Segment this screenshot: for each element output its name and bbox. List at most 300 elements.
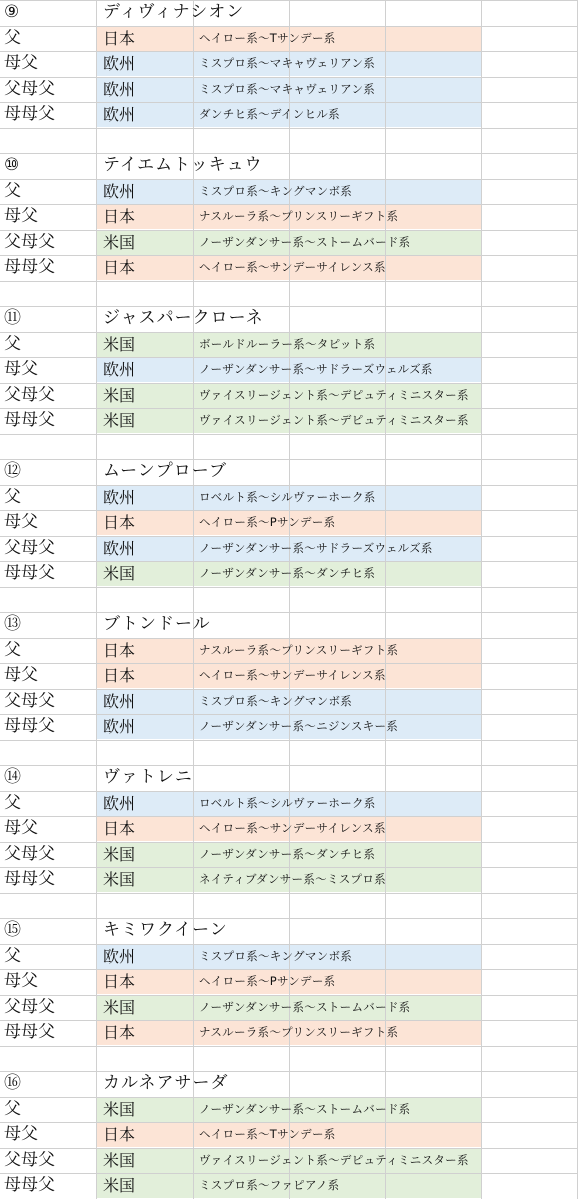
- cell-border: [193, 179, 194, 205]
- pedigree-role[interactable]: 父母父: [4, 690, 55, 711]
- section-header-row: [0, 0, 578, 26]
- cell-border: [481, 1173, 482, 1199]
- blank-row: [0, 434, 578, 460]
- cell-border: [385, 434, 386, 460]
- horse-name[interactable]: テイエムトッキュウ: [103, 155, 263, 175]
- cell-border: [96, 51, 97, 77]
- region-cell[interactable]: 欧州: [103, 181, 136, 201]
- cell-border: [481, 1071, 482, 1097]
- bloodline-cell[interactable]: ナスルーラ系〜プリンスリーギフト系: [199, 209, 399, 223]
- region-cell[interactable]: 米国: [103, 997, 136, 1017]
- cell-border: [96, 1071, 97, 1097]
- cell-border: [193, 969, 194, 995]
- cell-border: [193, 204, 194, 230]
- cell-border: [193, 102, 194, 128]
- row-border: [0, 281, 578, 282]
- region-cell[interactable]: 欧州: [103, 538, 136, 558]
- cell-border: [385, 281, 386, 307]
- cell-border: [96, 434, 97, 460]
- cell-border: [96, 510, 97, 536]
- cell-border: [193, 791, 194, 817]
- cell-border: [193, 255, 194, 281]
- section-header-row: [0, 306, 578, 332]
- cell-border: [289, 1046, 290, 1072]
- cell-border: [193, 434, 194, 460]
- region-cell[interactable]: 米国: [103, 385, 136, 405]
- cell-border: [193, 816, 194, 842]
- region-cell[interactable]: 日本: [103, 258, 136, 277]
- cell-border: [385, 791, 386, 817]
- cell-border: [481, 689, 482, 715]
- cell-border: [96, 765, 97, 791]
- cell-border: [385, 1173, 386, 1199]
- cell-border: [193, 765, 194, 791]
- horse-number[interactable]: ⑩: [4, 155, 20, 175]
- pedigree-role[interactable]: 母母父: [4, 716, 55, 736]
- cell-border: [96, 714, 97, 740]
- cell-border: [481, 918, 482, 944]
- cell-border: [481, 408, 482, 434]
- bloodline-cell[interactable]: ヴァイスリージェント系〜デピュティミニスター系: [199, 1152, 469, 1167]
- cell-border: [96, 536, 97, 562]
- region-cell[interactable]: 米国: [103, 334, 136, 354]
- pedigree-role[interactable]: 父: [4, 486, 21, 507]
- cell-border: [385, 332, 386, 358]
- region-cell[interactable]: 欧州: [103, 717, 136, 736]
- cell-border: [96, 357, 97, 383]
- cell-border: [481, 1148, 482, 1174]
- horse-number[interactable]: ⑪: [4, 308, 21, 328]
- cell-border: [385, 128, 386, 154]
- cell-border: [385, 1122, 386, 1148]
- cell-border: [481, 1122, 482, 1148]
- section-header-row: [0, 612, 578, 638]
- pedigree-role[interactable]: 父: [4, 792, 21, 813]
- region-cell[interactable]: 欧州: [103, 54, 136, 73]
- cell-border: [96, 281, 97, 307]
- cell-border: [481, 714, 482, 740]
- pedigree-row: [0, 1020, 578, 1046]
- bloodline-cell[interactable]: ネイティブダンサー系〜ミスプロ系: [199, 872, 386, 886]
- pedigree-role[interactable]: 母母父: [4, 1175, 55, 1195]
- pedigree-role[interactable]: 父母父: [4, 537, 55, 558]
- pedigree-role[interactable]: 母父: [4, 818, 38, 838]
- cell-border: [193, 1173, 194, 1199]
- region-cell[interactable]: 欧州: [103, 691, 136, 711]
- cell-border: [481, 255, 482, 281]
- pedigree-row: [0, 969, 578, 995]
- cell-border: [385, 485, 386, 511]
- region-cell[interactable]: 米国: [103, 564, 136, 583]
- cell-border: [96, 383, 97, 409]
- cell-border: [193, 485, 194, 511]
- pedigree-role[interactable]: 母母父: [4, 257, 55, 277]
- section-header-row: [0, 459, 578, 485]
- cell-border: [193, 638, 194, 664]
- horse-number[interactable]: ⑫: [4, 461, 21, 481]
- bloodline-cell[interactable]: ノーザンダンサー系〜ニジンスキー系: [199, 719, 399, 733]
- bloodline-cell[interactable]: ノーザンダンサー系〜ダンチヒ系: [199, 566, 376, 580]
- cell-border: [96, 0, 97, 26]
- blank-row: [0, 128, 578, 154]
- cell-border: [289, 765, 290, 791]
- cell-border: [96, 842, 97, 868]
- cell-border: [385, 893, 386, 919]
- region-cell[interactable]: 欧州: [103, 105, 136, 124]
- cell-border: [481, 791, 482, 817]
- bloodline-cell[interactable]: ミスプロ系〜キングマンボ系: [199, 183, 353, 198]
- cell-border: [481, 0, 482, 26]
- pedigree-role[interactable]: 母父: [4, 206, 38, 226]
- cell-border: [481, 867, 482, 893]
- cell-border: [289, 0, 290, 26]
- bloodline-cell[interactable]: ミスプロ系〜マキャヴェリアン系: [199, 56, 376, 70]
- cell-border: [289, 740, 290, 766]
- region-cell[interactable]: 日本: [103, 640, 136, 660]
- cell-border: [96, 26, 97, 52]
- pedigree-role[interactable]: 母父: [4, 665, 38, 685]
- cell-border: [481, 281, 482, 307]
- cell-border: [481, 357, 482, 383]
- cell-border: [385, 765, 386, 791]
- pedigree-role[interactable]: 母母父: [4, 869, 55, 889]
- pedigree-role[interactable]: 父: [4, 1098, 21, 1119]
- cell-border: [96, 689, 97, 715]
- pedigree-role[interactable]: 母父: [4, 1124, 38, 1144]
- bloodline-cell[interactable]: ノーザンダンサー系〜ストームバード系: [199, 1101, 411, 1116]
- cell-border: [481, 510, 482, 536]
- bloodline-cell[interactable]: ノーザンダンサー系〜サドラーズウェルズ系: [199, 540, 433, 555]
- cell-border: [193, 561, 194, 587]
- bloodline-cell[interactable]: ヘイロー系〜Tサンデー系: [199, 1127, 336, 1141]
- region-cell[interactable]: 日本: [103, 207, 136, 226]
- cell-border: [96, 459, 97, 485]
- cell-border: [96, 663, 97, 689]
- cell-border: [289, 459, 290, 485]
- cell-border: [481, 842, 482, 868]
- cell-border: [289, 587, 290, 613]
- pedigree-role[interactable]: 母父: [4, 359, 38, 379]
- section-header-row: [0, 1071, 578, 1097]
- pedigree-row: [0, 204, 578, 230]
- pedigree-role[interactable]: 父母父: [4, 843, 55, 864]
- bloodline-cell[interactable]: ノーザンダンサー系〜ダンチヒ系: [199, 846, 376, 861]
- cell-border: [289, 128, 290, 154]
- bloodline-cell[interactable]: ノーザンダンサー系〜サドラーズウェルズ系: [199, 362, 433, 376]
- region-cell[interactable]: 日本: [103, 972, 136, 991]
- bloodline-cell[interactable]: ヘイロー系〜Pサンデー系: [199, 974, 336, 988]
- bloodline-cell[interactable]: ボールドルーラー系〜タピット系: [199, 336, 376, 351]
- pedigree-row: [0, 255, 578, 281]
- cell-border: [96, 128, 97, 154]
- cell-border: [481, 612, 482, 638]
- cell-border: [96, 893, 97, 919]
- bloodline-cell[interactable]: ヘイロー系〜サンデーサイレンス系: [199, 821, 386, 835]
- section-header-row: [0, 918, 578, 944]
- pedigree-role[interactable]: 母父: [4, 53, 38, 73]
- blank-row: [0, 587, 578, 613]
- region-cell[interactable]: 欧州: [103, 946, 136, 966]
- pedigree-row: [0, 714, 578, 740]
- cell-border: [96, 867, 97, 893]
- pedigree-role[interactable]: 母母父: [4, 1022, 55, 1042]
- blank-row: [0, 893, 578, 919]
- cell-border: [385, 612, 386, 638]
- cell-border: [96, 230, 97, 256]
- pedigree-row: [0, 1148, 578, 1174]
- cell-border: [481, 51, 482, 77]
- pedigree-role[interactable]: 父: [4, 27, 21, 48]
- pedigree-row: [0, 408, 578, 434]
- bloodline-cell[interactable]: ミスプロ系〜ファピアノ系: [199, 1178, 340, 1192]
- bloodline-cell[interactable]: ロベルト系〜シルヴァーホーク系: [199, 489, 376, 504]
- cell-border: [96, 587, 97, 613]
- cell-border: [96, 638, 97, 664]
- region-cell[interactable]: 日本: [103, 513, 136, 532]
- cell-border: [193, 587, 194, 613]
- cell-border: [193, 128, 194, 154]
- cell-border: [481, 561, 482, 587]
- cell-border: [96, 612, 97, 638]
- cell-border: [385, 1046, 386, 1072]
- bloodline-cell[interactable]: ヴァイスリージェント系〜デピュティミニスター系: [199, 413, 469, 427]
- pedigree-role[interactable]: 母母父: [4, 104, 55, 124]
- cell-border: [481, 434, 482, 460]
- cell-border: [385, 1071, 386, 1097]
- cell-border: [385, 0, 386, 26]
- pedigree-role[interactable]: 父母父: [4, 384, 55, 405]
- cell-border: [289, 612, 290, 638]
- cell-border: [481, 1046, 482, 1072]
- cell-border: [385, 510, 386, 536]
- cell-border: [193, 332, 194, 358]
- pedigree-role[interactable]: 母父: [4, 512, 38, 532]
- region-cell[interactable]: 日本: [103, 666, 136, 685]
- bloodline-cell[interactable]: ミスプロ系〜マキャヴェリアン系: [199, 81, 376, 96]
- horse-name[interactable]: ヴァトレニ: [103, 767, 193, 787]
- bloodline-cell[interactable]: ミスプロ系〜キングマンボ系: [199, 693, 353, 708]
- pedigree-role[interactable]: 母母父: [4, 410, 55, 430]
- cell-border: [385, 969, 386, 995]
- cell-border: [385, 102, 386, 128]
- cell-border: [481, 740, 482, 766]
- cell-border: [96, 306, 97, 332]
- horse-name[interactable]: ディヴィナシオン: [103, 2, 245, 22]
- bloodline-cell[interactable]: ヴァイスリージェント系〜デピュティミニスター系: [199, 387, 469, 402]
- pedigree-role[interactable]: 父母父: [4, 78, 55, 99]
- blank-row: [0, 281, 578, 307]
- horse-number[interactable]: ⑬: [4, 614, 21, 634]
- pedigree-row: [0, 510, 578, 536]
- cell-border: [193, 536, 194, 562]
- cell-border: [481, 638, 482, 664]
- cell-border: [481, 332, 482, 358]
- cell-border: [96, 485, 97, 511]
- horse-number[interactable]: ⑯: [4, 1073, 21, 1093]
- region-cell[interactable]: 欧州: [103, 360, 136, 379]
- cell-border: [481, 306, 482, 332]
- bloodline-cell[interactable]: ノーザンダンサー系〜ストームバード系: [199, 999, 411, 1014]
- section-header-row: [0, 765, 578, 791]
- cell-border: [96, 1046, 97, 1072]
- cell-border: [289, 281, 290, 307]
- pedigree-role[interactable]: 父: [4, 945, 21, 966]
- pedigree-row: [0, 561, 578, 587]
- cell-border: [96, 969, 97, 995]
- region-cell[interactable]: 米国: [103, 411, 136, 430]
- region-cell[interactable]: 日本: [103, 1125, 136, 1144]
- bloodline-cell[interactable]: ヘイロー系〜Tサンデー系: [199, 30, 336, 45]
- cell-border: [96, 1173, 97, 1199]
- cell-border: [385, 842, 386, 868]
- row-border: [0, 128, 578, 129]
- bloodline-cell[interactable]: ナスルーラ系〜プリンスリーギフト系: [199, 1025, 399, 1039]
- cell-border: [193, 689, 194, 715]
- horse-name[interactable]: ジャスパークローネ: [103, 308, 264, 328]
- cell-border: [481, 536, 482, 562]
- region-cell[interactable]: 欧州: [103, 79, 136, 99]
- cell-border: [193, 1148, 194, 1174]
- pedigree-role[interactable]: 父: [4, 333, 21, 354]
- blank-row: [0, 1046, 578, 1072]
- bloodline-cell[interactable]: ヘイロー系〜サンデーサイレンス系: [199, 668, 386, 682]
- cell-border: [193, 1020, 194, 1046]
- cell-border: [385, 561, 386, 587]
- cell-border: [96, 561, 97, 587]
- cell-border: [385, 306, 386, 332]
- pedigree-role[interactable]: 母父: [4, 971, 38, 991]
- cell-border: [481, 77, 482, 103]
- cell-border: [193, 663, 194, 689]
- cell-border: [481, 995, 482, 1021]
- bloodline-cell[interactable]: ヘイロー系〜Pサンデー系: [199, 515, 336, 529]
- cell-border: [385, 587, 386, 613]
- cell-border: [193, 510, 194, 536]
- horse-name[interactable]: ブトンドール: [103, 614, 211, 634]
- pedigree-row: [0, 1122, 578, 1148]
- pedigree-role[interactable]: 父母父: [4, 1149, 55, 1170]
- cell-border: [193, 714, 194, 740]
- bloodline-cell[interactable]: ミスプロ系〜キングマンボ系: [199, 948, 353, 963]
- region-cell[interactable]: 欧州: [103, 487, 136, 507]
- pedigree-row: [0, 179, 578, 205]
- cell-border: [385, 26, 386, 52]
- cell-border: [193, 1097, 194, 1123]
- cell-border: [289, 893, 290, 919]
- horse-number[interactable]: ⑮: [4, 920, 21, 940]
- pedigree-role[interactable]: 父: [4, 639, 21, 660]
- region-cell[interactable]: 日本: [103, 819, 136, 838]
- bloodline-cell[interactable]: ダンチヒ系〜デインヒル系: [199, 107, 340, 121]
- region-cell[interactable]: 米国: [103, 232, 136, 252]
- pedigree-row: [0, 485, 578, 511]
- cell-border: [481, 102, 482, 128]
- pedigree-row: [0, 638, 578, 664]
- cell-border: [96, 1020, 97, 1046]
- cell-border: [385, 740, 386, 766]
- cell-border: [96, 918, 97, 944]
- cell-border: [385, 77, 386, 103]
- region-cell[interactable]: 欧州: [103, 793, 136, 813]
- section-header-row: [0, 153, 578, 179]
- pedigree-row: [0, 1097, 578, 1123]
- cell-border: [385, 153, 386, 179]
- cell-border: [385, 51, 386, 77]
- region-cell[interactable]: 日本: [103, 28, 136, 48]
- row-border: [0, 740, 578, 741]
- pedigree-role[interactable]: 母母父: [4, 563, 55, 583]
- horse-number[interactable]: ⑨: [4, 2, 20, 22]
- region-cell[interactable]: 日本: [103, 1023, 136, 1042]
- cell-border: [193, 357, 194, 383]
- pedigree-row: [0, 77, 578, 103]
- cell-border: [193, 408, 194, 434]
- region-cell[interactable]: 米国: [103, 844, 136, 864]
- cell-border: [481, 1097, 482, 1123]
- region-cell[interactable]: 米国: [103, 1176, 136, 1195]
- cell-border: [193, 1046, 194, 1072]
- cell-border: [481, 485, 482, 511]
- region-cell[interactable]: 米国: [103, 1099, 136, 1119]
- pedigree-row: [0, 26, 578, 52]
- cell-border: [96, 179, 97, 205]
- cell-border: [481, 816, 482, 842]
- horse-number[interactable]: ⑭: [4, 767, 21, 787]
- row-border: [0, 1046, 578, 1047]
- cell-border: [481, 153, 482, 179]
- pedigree-row: [0, 842, 578, 868]
- region-cell[interactable]: 米国: [103, 1150, 136, 1170]
- bloodline-cell[interactable]: ヘイロー系〜サンデーサイレンス系: [199, 260, 386, 274]
- pedigree-row: [0, 995, 578, 1021]
- cell-border: [193, 842, 194, 868]
- cell-border: [193, 867, 194, 893]
- region-cell[interactable]: 米国: [103, 870, 136, 889]
- bloodline-cell[interactable]: ノーザンダンサー系〜ストームバード系: [199, 234, 411, 249]
- pedigree-role[interactable]: 父母父: [4, 996, 55, 1017]
- cell-border: [481, 204, 482, 230]
- cell-border: [481, 663, 482, 689]
- pedigree-role[interactable]: 父母父: [4, 231, 55, 252]
- cell-border: [481, 128, 482, 154]
- cell-border: [96, 1122, 97, 1148]
- pedigree-row: [0, 663, 578, 689]
- pedigree-role[interactable]: 父: [4, 180, 21, 201]
- horse-name[interactable]: ムーンプローブ: [103, 461, 227, 481]
- cell-border: [96, 995, 97, 1021]
- horse-name[interactable]: カルネアサーダ: [103, 1073, 229, 1093]
- cell-border: [193, 995, 194, 1021]
- cell-border: [96, 1148, 97, 1174]
- pedigree-row: [0, 51, 578, 77]
- bloodline-cell[interactable]: ロベルト系〜シルヴァーホーク系: [199, 795, 376, 810]
- bloodline-cell[interactable]: ナスルーラ系〜プリンスリーギフト系: [199, 642, 399, 657]
- cell-border: [481, 1020, 482, 1046]
- pedigree-row: [0, 102, 578, 128]
- cell-border: [193, 893, 194, 919]
- cell-border: [289, 918, 290, 944]
- cell-border: [289, 434, 290, 460]
- cell-border: [193, 51, 194, 77]
- cell-border: [193, 740, 194, 766]
- cell-border: [481, 383, 482, 409]
- cell-border: [385, 459, 386, 485]
- cell-border: [481, 459, 482, 485]
- cell-border: [96, 791, 97, 817]
- cell-border: [96, 944, 97, 970]
- cell-border: [96, 740, 97, 766]
- horse-name[interactable]: キミワクイーン: [103, 920, 228, 940]
